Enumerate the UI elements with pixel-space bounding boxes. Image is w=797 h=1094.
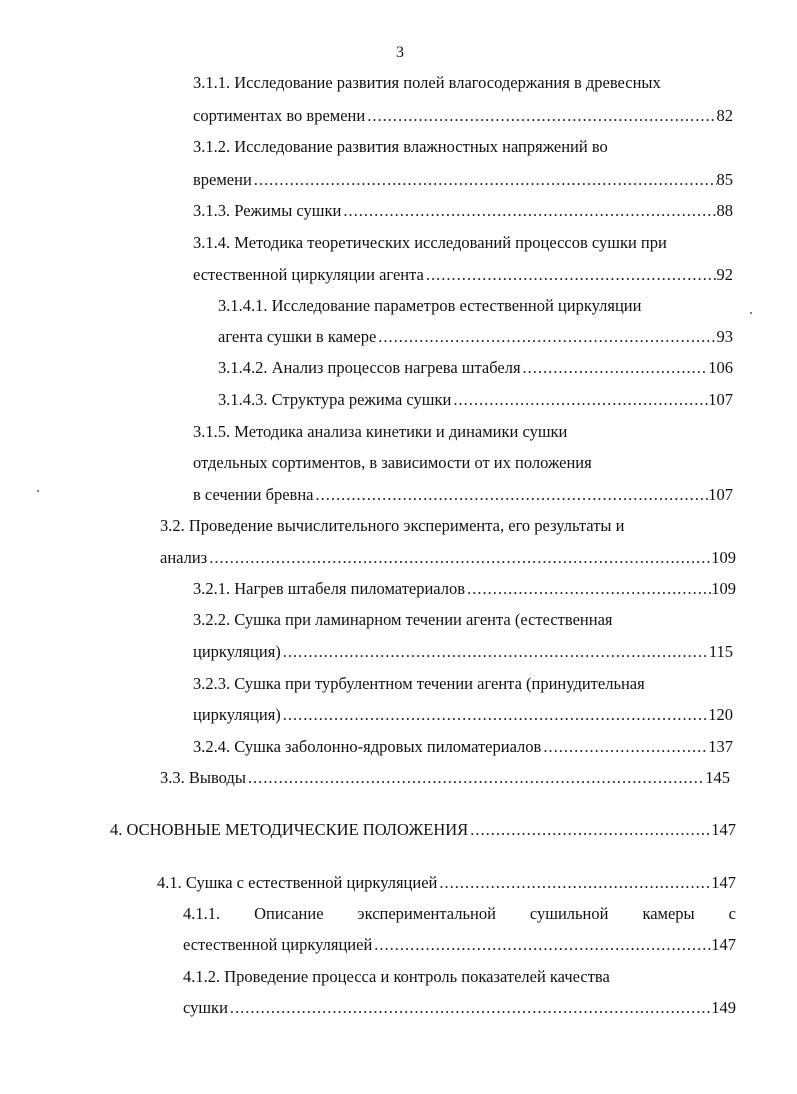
toc-3-1-5-line3 [193,485,733,505]
toc-3-1-4-3-page: 107 [708,390,733,409]
toc-3-1-2-line2 [193,170,733,190]
dot-leader [521,358,709,378]
toc-3-2-2-page: 115 [708,642,733,661]
toc-4-1-1-word: 4.1.1. [183,904,221,923]
toc-3-3 [160,768,730,788]
toc-3-1-4-1-line2 [218,327,733,347]
dot-leader [424,265,717,285]
toc-3-1-5-page: 107 [708,485,733,504]
dot-leader [314,485,709,505]
toc-4-1-1-line1 [183,904,736,924]
page-number: 3 [396,44,404,61]
toc-3-1-3 [193,201,733,221]
toc-3-2-line1: 3.2. Проведение вычислительного эксперимента, его результаты и [160,516,625,535]
toc-3-1-5-text: в сечении бревна [193,485,314,504]
toc-3-1-4-1-page: 93 [716,327,733,346]
toc-4 [110,820,736,840]
toc-3-1-4-page: 92 [716,265,733,284]
dot-leader [437,873,711,893]
toc-3-2-1-text: 3.2.1. Нагрев штабеля пиломатериалов [193,579,466,598]
toc-3-1-4-1-line1: 3.1.4.1. Исследование параметров естественной циркуляции [218,296,642,315]
toc-4-1-1-word: сушильной [529,904,609,923]
toc-4-1-1-page: 147 [711,935,736,954]
toc-3-2-2-text: циркуляция) [193,642,281,661]
toc-3-2-4 [193,737,733,757]
dot-leader [207,548,711,568]
toc-3-3-text: 3.3. Выводы [160,768,246,787]
dot-leader [281,705,708,725]
toc-3-1-5-line1: 3.1.5. Методика анализа кинетики и динамики сушки [193,422,568,441]
toc-4-1-page: 147 [711,873,736,892]
toc-4-1-2-page: 149 [711,998,736,1017]
toc-3-2-text: анализ [160,548,208,567]
toc-3-1-4-2-text: 3.1.4.2. Анализ процессов нагрева штабеля [218,358,521,377]
dot-leader [451,390,708,410]
toc-3-2-2-line2 [193,642,733,662]
toc-4-1-1-word: камеры [642,904,695,923]
toc-3-1-4-2 [218,358,733,378]
toc-3-1-5-line2: отдельных сортиментов, в зависимости от их положения [193,453,592,472]
toc-3-1-2-line1: 3.1.2. Исследование развития влажностных напряжений во [193,137,608,156]
toc-3-1-1-line2 [193,106,733,126]
toc-3-1-1-page: 82 [716,106,733,125]
toc-3-1-4-2-page: 106 [708,358,733,377]
toc-4-1-1-word: Описание [254,904,324,923]
toc-3-1-2-text: времени [193,170,252,189]
toc-4-1-1-word: с [728,904,736,923]
toc-4-1-2-line1: 4.1.2. Проведение процесса и контроль показателей качества [183,967,610,986]
toc-3-1-1-text: сортиментах во времени [193,106,366,125]
toc-4-1 [157,873,736,893]
toc-3-2-line2 [160,548,736,568]
toc-4-1-2-line2 [183,998,736,1018]
toc-3-2-1 [193,579,736,599]
scan-speck [750,312,752,314]
toc-3-1-2-page: 85 [716,170,733,189]
dot-leader [246,768,705,788]
toc-3-2-4-text: 3.2.4. Сушка заболонно-ядровых пиломатериалов [193,737,542,756]
dot-leader [228,998,711,1018]
toc-4-1-1-word: экспериментальной [357,904,496,923]
dot-leader [465,579,711,599]
toc-3-2-3-text: циркуляция) [193,705,281,724]
toc-3-2-3-page: 120 [708,705,733,724]
toc-4-1-1-line2 [183,935,736,955]
toc-3-1-4-1-text: агента сушки в камере [218,327,377,346]
toc-3-1-4-line2 [193,265,733,285]
toc-3-2-2-line1: 3.2.2. Сушка при ламинарном течении агента (естественная [193,610,613,629]
dot-leader [365,106,716,126]
toc-3-1-4-3-text: 3.1.4.3. Структура режима сушки [218,390,452,409]
toc-3-1-3-page: 88 [716,201,733,220]
toc-4-text: 4. ОСНОВНЫЕ МЕТОДИЧЕСКИЕ ПОЛОЖЕНИЯ [110,820,469,839]
toc-3-2-3-line1: 3.2.3. Сушка при турбулентном течении агента (принудительная [193,674,645,693]
toc-3-1-4-text: естественной циркуляции агента [193,265,424,284]
dot-leader [341,201,716,221]
toc-3-2-4-page: 137 [708,737,733,756]
toc-4-1-1-text: естественной циркуляцией [183,935,373,954]
toc-3-1-4-line1: 3.1.4. Методика теоретических исследований процессов сушки при [193,233,667,252]
dot-leader [376,327,716,347]
scan-speck [37,490,39,492]
toc-3-1-3-text: 3.1.3. Режимы сушки [193,201,342,220]
dot-leader [541,737,708,757]
toc-4-1-text: 4.1. Сушка с естественной циркуляцией [157,873,438,892]
dot-leader [281,642,709,662]
dot-leader [372,935,711,955]
toc-3-1-1-line1: 3.1.1. Исследование развития полей влагосодержания в древесных [193,73,661,92]
toc-3-2-3-line2 [193,705,733,725]
toc-3-3-page: 145 [705,768,730,787]
toc-3-2-page: 109 [711,548,736,567]
dot-leader [252,170,717,190]
toc-3-1-4-3 [218,390,733,410]
toc-4-1-2-text: сушки [183,998,228,1017]
dot-leader [468,820,711,840]
toc-3-2-1-page: 109 [711,579,736,598]
toc-4-page: 147 [711,820,736,839]
